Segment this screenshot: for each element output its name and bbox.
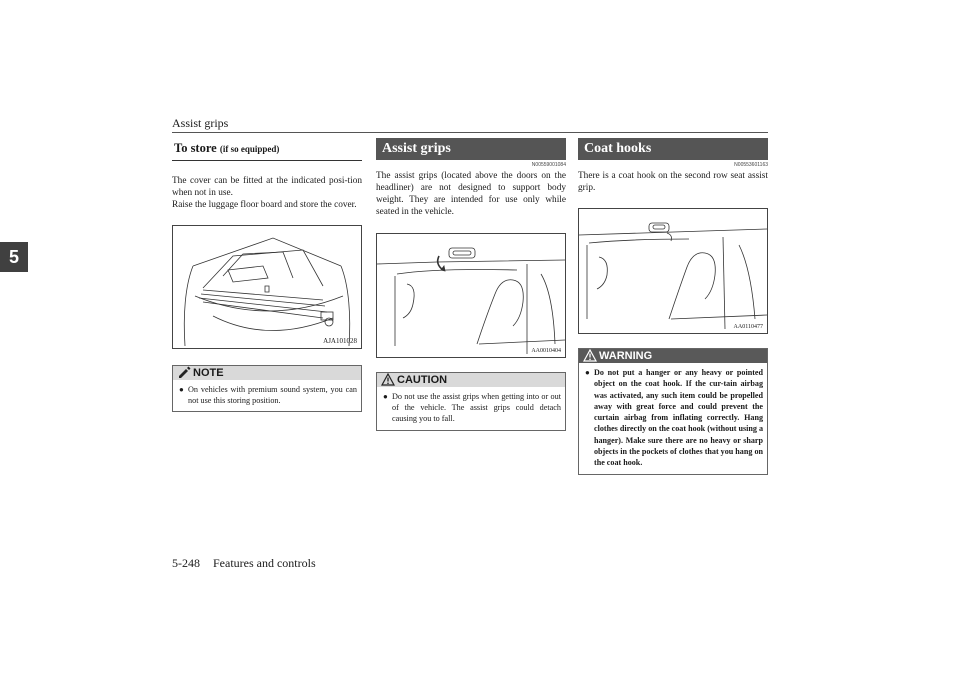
caution-label: CAUTION xyxy=(397,374,448,386)
caution-box xyxy=(376,372,566,431)
note-label: NOTE xyxy=(193,367,224,379)
warning-box xyxy=(578,348,768,475)
note-body xyxy=(173,380,361,411)
coat-hook-illustration xyxy=(579,209,767,333)
caution-body xyxy=(377,387,565,430)
page-number: 5-248 xyxy=(172,556,200,570)
caution-text: Do not use the assist grips when getting into or out of the vehicle. The assist grips could detach causing you to fall. xyxy=(392,392,561,424)
assist-grip-figure xyxy=(376,233,566,358)
footer-section: Features and controls xyxy=(213,556,316,570)
page-footer xyxy=(172,556,326,571)
subsection-qualifier: (if so equipped) xyxy=(219,144,280,154)
section-title-bar: Assist grips xyxy=(376,138,566,160)
warning-label: WARNING xyxy=(599,350,653,362)
note-text: On vehicles with premium sound system, you can not use this storing position. xyxy=(188,385,357,406)
bullet-icon: ● xyxy=(179,385,184,394)
caution-header xyxy=(377,373,565,387)
body-paragraph: There is a coat hook on the second row seat assist grip. xyxy=(578,171,768,193)
reference-code: N00559001084 xyxy=(531,162,566,168)
body-paragraph: The assist grips (located above the doors on the headliner) are not designed to support body weight. They are intended for use only while seated in the vehicle. xyxy=(376,171,566,217)
bullet-icon: ● xyxy=(585,368,590,377)
subsection-heading xyxy=(172,138,362,161)
figure-code: AA0010404 xyxy=(531,348,561,354)
warning-triangle-icon xyxy=(381,373,395,390)
figure-code: AJA101028 xyxy=(323,337,357,345)
body-paragraph: The cover can be fitted at the indicated posi-tion when not in use. Raise the luggage floor board and store the cover. xyxy=(172,176,362,210)
subsection-title: To store xyxy=(174,141,217,155)
section-title-bar: Coat hooks xyxy=(578,138,768,160)
running-title: Assist grips xyxy=(172,116,229,130)
warning-triangle-icon xyxy=(583,349,597,366)
coat-hook-figure xyxy=(578,208,768,334)
bullet-icon: ● xyxy=(383,392,388,401)
warning-text: Do not put a hanger or any heavy or pointed object on the coat hook. If the cur-tain airbag was activated, any such item could be propelled away with great force and could prevent the curtain airbag from inflating correctly. Hang clothes directly on the coat hook (without using a hanger). Make sure there are no heavy or sharp objects in the pockets of clothes that you hang on the coat hook. xyxy=(594,368,763,468)
assist-grip-illustration xyxy=(377,234,565,357)
warning-header xyxy=(579,349,767,363)
figure-code: AA0110477 xyxy=(733,324,763,330)
reference-code: N00553601163 xyxy=(734,162,768,168)
warning-body xyxy=(579,363,767,474)
note-header xyxy=(173,366,361,380)
luggage-cover-figure xyxy=(172,225,362,349)
pencil-icon xyxy=(177,366,191,382)
header-rule xyxy=(172,132,768,133)
chapter-tab: 5 xyxy=(0,242,28,272)
luggage-cover-illustration xyxy=(173,226,361,348)
note-box xyxy=(172,365,362,412)
column-to-store xyxy=(172,138,362,412)
column-assist-grips xyxy=(376,138,566,431)
column-coat-hooks xyxy=(578,138,768,475)
